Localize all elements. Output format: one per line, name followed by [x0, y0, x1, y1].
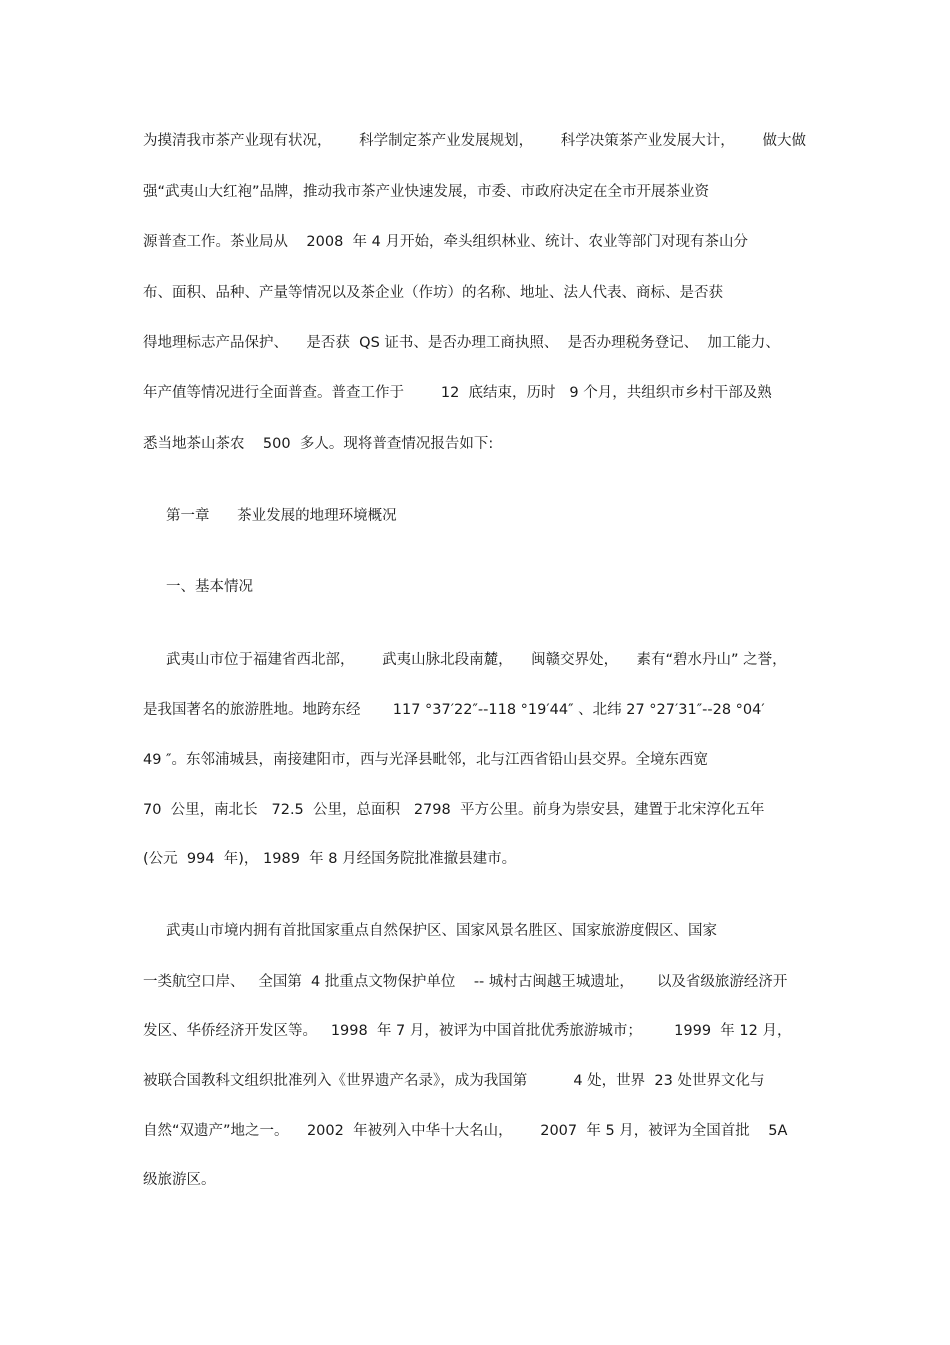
paragraph-line: 49 ″。东邻浦城县，南接建阳市，西与光泽县毗邻，北与江西省铅山县交界。全境东西宽 [143, 752, 708, 768]
intro-line: 得地理标志产品保护、 是否获 QS 证书、是否办理工商执照、 是否办理税务登记、 加工能力、 [143, 335, 780, 351]
paragraph-line: 是我国著名的旅游胜地。地跨东经 117 °37′22″--118 °19′44″ 、北纬 27 °27′31″--28 °04′ [143, 702, 765, 718]
paragraph-line: 武夷山市位于福建省西北部， 武夷山脉北段南麓， 闽赣交界处， 素有“碧水丹山” 之誉， [166, 652, 787, 668]
intro-line: 强“武夷山大红袍”品牌，推动我市茶产业快速发展，市委、市政府决定在全市开展茶业资 [143, 184, 710, 200]
paragraph-line: 发区、华侨经济开发区等。 1998 年 7 月，被评为中国首批优秀旅游城市； 1999 年 12 月， [143, 1023, 792, 1039]
paragraph-line: (公元 994 年)， 1989 年 8 月经国务院批准撤县建市。 [143, 851, 517, 867]
paragraph-line: 武夷山市境内拥有首批国家重点自然保护区、国家风景名胜区、国家旅游度假区、国家 [166, 923, 717, 939]
paragraph-line: 70 公里，南北长 72.5 公里，总面积 2798 平方公里。前身为崇安县，建置于北宋淳化五年 [143, 802, 765, 818]
paragraph-line: 一类航空口岸、 全国第 4 批重点文物保护单位 -- 城村古闽越王城遗址， 以及省级旅游经济开 [143, 974, 788, 990]
chapter-title: 第一章 茶业发展的地理环境概况 [166, 508, 397, 524]
intro-line: 布、面积、品种、产量等情况以及茶企业（作坊）的名称、地址、法人代表、商标、是否获 [143, 285, 723, 301]
intro-line: 源普查工作。茶业局从 2008 年 4 月开始，牵头组织林业、统计、农业等部门对现有茶山分 [143, 234, 748, 250]
intro-line: 年产值等情况进行全面普查。普查工作于 12 底结束，历时 9 个月，共组织市乡村干部及熟 [143, 385, 772, 401]
paragraph-line: 自然“双遗产”地之一。 2002 年被列入中华十大名山， 2007 年 5 月，被评为全国首批 5A [143, 1123, 788, 1139]
intro-line: 悉当地茶山茶农 500 多人。现将普查情况报告如下: [143, 436, 494, 452]
intro-line: 为摸清我市茶产业现有状况， 科学制定茶产业发展规划， 科学决策茶产业发展大计， 做大做 [143, 133, 806, 149]
section-title: 一、基本情况 [166, 579, 253, 595]
paragraph-line: 被联合国教科文组织批准列入《世界遗产名录》，成为我国第 4 处，世界 23 处世界文化与 [143, 1073, 765, 1089]
paragraph-line: 级旅游区。 [143, 1172, 216, 1188]
